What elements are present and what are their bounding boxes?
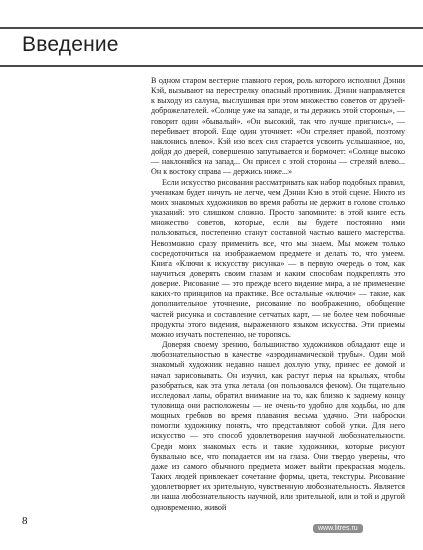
paragraph-2: Если искусство рисования рассматривать как набор подобных правил, ученикам будет ничуть не легче, чем Дэнни Кэю в этой сцене. Никто из моих знакомых художников во время работы не держит в голове столько указаний: это слишком сложно. Просто запомните: в этой книге есть множество советов, которые, если вы будете постоянно ими пользоваться, постепенно станут составной частью вашего мастерства. Невозможно сразу применить все, что мы знаем. Мы можем только сосредоточиться на изображаемом предмете и делать то, что умеем. Книга «Ключи к искусству рисунка» — в первую очередь о том, как научиться доверять своим глазам и каким способам подкреплять это доверие. Рисование — это прежде всего видение мира, а не применение каких-то принципов на практике. Все остальные «ключи» — такие, как дополнительное уточнение, рисование по воображению, обобщение частей рисунка и составление сетчатых карт, — не более чем побочные продукты этого видения, выраженного языком искусства. Эти приемы можно изучать постепенно, не торопясь.: [151, 177, 405, 339]
title-band: [0, 27, 423, 67]
watermark-badge: www.litres.ru: [313, 524, 363, 533]
paragraph-3: Доверяя своему зрению, большинство художников обладают еще и любознательностью в качестве «аэродинамической трубы». Один мой знакомый художник недавно нашел дохлую утку, принес ее домой и начал зарисовывать. Он изучил, как растут перья на крыльях, чтобы разобраться, как эта утка летала (он пользовался феном). Он тщательно исследовал лапы, обратил внимание на то, как близко к заднему концу туловища они расположены — не очень-то удобно для ходьбы, но для мощных гребков во время плавания весьма удачно. Эти наброски помогли художнику понять, что представляют собой утки. Для него искусство — это способ удовлетворения научной любознательности. Среди моих знакомых есть и такие художники, которые рисуют буквально все, что попадается им на глаза. Они твердо уверены, что даже из самого обычного предмета может выйти прекрасная модель. Таких людей привлекает сочетание формы, цвета, текстуры. Рисование удовлетворяет их зрительную, чувственную любознательность. Является ли наша любознательность научной, или зрительной, или и той и другой одновременно, живой: [151, 340, 405, 512]
paragraph-1: В одном старом вестерне главного героя, роль которого исполнил Дэнни Кэй, вызывают на перестрелку опасный противник. Дэнни направляется к выходу из салуна, выслушивая при этом множество советов от друзей-доброжелателей. «Солнце уже на западе, и ты держись этой стороны», — говорит один «бывалый». «Он высокий, так что лучше пригнись», — перебивает второй. Еще один уточняет: «Он стреляет правой, поэтому наклонись влево». Кэй изо всех сил старается усвоить услышанное, но, дойдя до дверей, совершенно запутывается и бормочет: «Солнце высоко — наклоняйся на запад... Он присел с этой стороны — стреляй влево... Он к востоку справа — держись ниже...»: [151, 76, 405, 177]
page-title: Введение: [22, 33, 119, 56]
body-text: [151, 76, 405, 513]
page-number: 8: [22, 515, 28, 527]
